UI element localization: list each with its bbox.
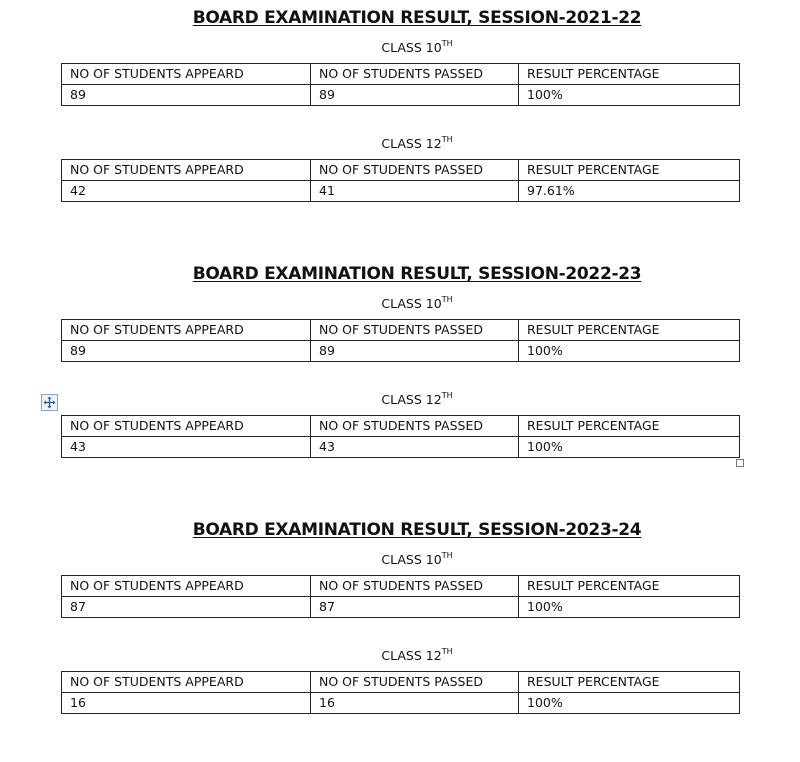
cell-passed[interactable]: 16 [311, 693, 519, 714]
cell-percentage[interactable]: 100% [519, 693, 740, 714]
header-passed[interactable]: NO OF STUDENTS PASSED [311, 64, 519, 85]
class-heading [0, 552, 800, 567]
class-suffix: TH [441, 647, 453, 656]
cell-percentage[interactable]: 100% [519, 437, 740, 458]
result-table-class-12[interactable] [61, 415, 740, 458]
table-row [62, 181, 740, 202]
result-table-class-10[interactable] [61, 319, 740, 362]
result-table-class-12[interactable] [61, 159, 740, 202]
class-suffix: TH [441, 39, 453, 48]
table-row [62, 341, 740, 362]
cell-appeared[interactable]: 87 [62, 597, 311, 618]
cell-appeared[interactable]: 89 [62, 85, 311, 106]
class-heading [0, 40, 800, 55]
table-row [62, 597, 740, 618]
result-table-class-12[interactable] [61, 671, 740, 714]
cell-appeared[interactable]: 16 [62, 693, 311, 714]
cell-passed[interactable]: 87 [311, 597, 519, 618]
class-label: CLASS 12 [381, 648, 442, 664]
header-appeared[interactable]: NO OF STUDENTS APPEARD [62, 160, 311, 181]
four-way-arrow-icon [43, 396, 56, 409]
class-label: CLASS 12 [381, 392, 442, 408]
header-passed[interactable]: NO OF STUDENTS PASSED [311, 416, 519, 437]
table-header-row [62, 160, 740, 181]
class-suffix: TH [441, 391, 453, 400]
table-resize-handle-icon[interactable] [736, 459, 744, 467]
cell-appeared[interactable]: 43 [62, 437, 311, 458]
class-heading [0, 296, 800, 311]
cell-percentage[interactable]: 100% [519, 341, 740, 362]
class-label: CLASS 10 [381, 40, 442, 56]
header-appeared[interactable]: NO OF STUDENTS APPEARD [62, 320, 311, 341]
table-move-handle-icon[interactable] [41, 394, 58, 411]
cell-passed[interactable]: 89 [311, 85, 519, 106]
cell-appeared[interactable]: 42 [62, 181, 311, 202]
header-appeared[interactable]: NO OF STUDENTS APPEARD [62, 416, 311, 437]
header-appeared[interactable]: NO OF STUDENTS APPEARD [62, 64, 311, 85]
header-passed[interactable]: NO OF STUDENTS PASSED [311, 672, 519, 693]
cell-percentage[interactable]: 100% [519, 85, 740, 106]
class-heading [0, 392, 800, 407]
cell-percentage[interactable]: 100% [519, 597, 740, 618]
table-row [62, 693, 740, 714]
cell-percentage[interactable]: 97.61% [519, 181, 740, 202]
class-heading [0, 136, 800, 151]
header-percentage[interactable]: RESULT PERCENTAGE [519, 672, 740, 693]
cell-passed[interactable]: 43 [311, 437, 519, 458]
header-appeared[interactable]: NO OF STUDENTS APPEARD [62, 576, 311, 597]
class-suffix: TH [441, 135, 453, 144]
header-passed[interactable]: NO OF STUDENTS PASSED [311, 576, 519, 597]
cell-passed[interactable]: 41 [311, 181, 519, 202]
header-percentage[interactable]: RESULT PERCENTAGE [519, 576, 740, 597]
header-appeared[interactable]: NO OF STUDENTS APPEARD [62, 672, 311, 693]
table-header-row [62, 672, 740, 693]
table-header-row [62, 416, 740, 437]
header-passed[interactable]: NO OF STUDENTS PASSED [311, 320, 519, 341]
class-label: CLASS 12 [381, 136, 442, 152]
class-label: CLASS 10 [381, 296, 442, 312]
table-header-row [62, 64, 740, 85]
class-suffix: TH [441, 551, 453, 560]
table-header-row [62, 576, 740, 597]
class-heading [0, 648, 800, 663]
header-passed[interactable]: NO OF STUDENTS PASSED [311, 160, 519, 181]
cell-passed[interactable]: 89 [311, 341, 519, 362]
table-row [62, 85, 740, 106]
class-suffix: TH [441, 295, 453, 304]
session-title: BOARD EXAMINATION RESULT, SESSION-2021-22 [192, 8, 642, 28]
cell-appeared[interactable]: 89 [62, 341, 311, 362]
header-percentage[interactable]: RESULT PERCENTAGE [519, 160, 740, 181]
session-title: BOARD EXAMINATION RESULT, SESSION-2022-23 [192, 264, 642, 284]
header-percentage[interactable]: RESULT PERCENTAGE [519, 416, 740, 437]
table-row [62, 437, 740, 458]
header-percentage[interactable]: RESULT PERCENTAGE [519, 64, 740, 85]
class-label: CLASS 10 [381, 552, 442, 568]
header-percentage[interactable]: RESULT PERCENTAGE [519, 320, 740, 341]
session-title: BOARD EXAMINATION RESULT, SESSION-2023-24 [192, 520, 642, 540]
result-table-class-10[interactable] [61, 63, 740, 106]
table-header-row [62, 320, 740, 341]
result-table-class-10[interactable] [61, 575, 740, 618]
